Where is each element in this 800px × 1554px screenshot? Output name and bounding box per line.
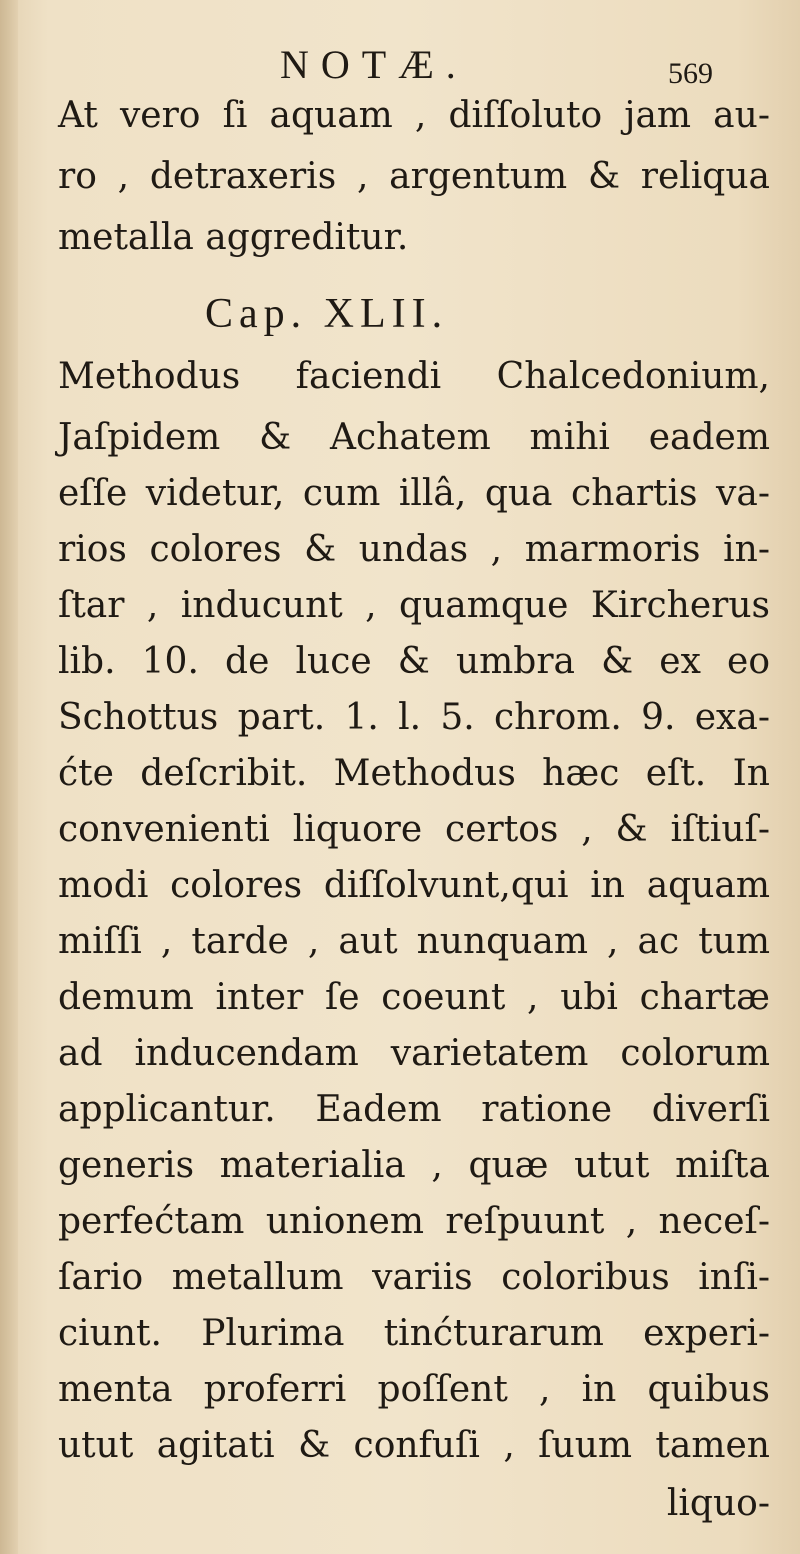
text-line: ad inducendam varietatem colorum <box>58 1033 770 1074</box>
text-line: lib. 10. de luce & umbra & ex eo <box>58 641 770 682</box>
text-line: ſtar , inducunt , quamque Kircherus <box>58 585 770 626</box>
text-line: generis materialia , quæ utut miſta <box>58 1145 770 1186</box>
chapter-heading: Cap. XLII. <box>205 291 449 337</box>
text-line: metalla aggreditur. <box>58 217 409 258</box>
text-line: demum inter ſe coeunt , ubi chartæ <box>58 977 770 1018</box>
text-line: ćte deſcribit. Methodus hæc eſt. In <box>58 753 770 794</box>
text-line: ciunt. Plurima tinćturarum experi- <box>58 1313 770 1354</box>
text-line: perfećtam unionem reſpuunt , neceſ- <box>58 1201 770 1242</box>
page-header <box>0 40 800 90</box>
text-line: Jaſpidem & Achatem mihi eadem <box>58 417 770 458</box>
text-line: At vero ſi aquam , diſſoluto jam au- <box>58 95 770 136</box>
text-line: eſſe videtur, cum illâ, qua chartis va- <box>58 473 770 514</box>
text-line: convenienti liquore certos , & iſtiuſ- <box>58 809 770 850</box>
text-line: ſario metallum variis coloribus inſi- <box>58 1257 770 1298</box>
page-gutter <box>0 0 18 1554</box>
text-line: rios colores & undas , marmoris in- <box>58 529 770 570</box>
text-line: miſſi , tarde , aut nunquam , ac tum <box>58 921 770 962</box>
text-line: Schottus part. 1. l. 5. chrom. 9. exa- <box>58 697 770 738</box>
text-line: modi colores diſſolvunt,qui in aquam <box>58 865 770 906</box>
text-line: applicantur. Eadem ratione diverſi <box>58 1089 770 1130</box>
text-line: ro , detraxeris , argentum & reliqua <box>58 156 770 197</box>
catchword: liquo- <box>666 1483 770 1524</box>
text-line: utut agitati & confuſi , ſuum tamen <box>58 1425 770 1466</box>
text-line: Methodus faciendi Chalcedonium, <box>58 356 770 397</box>
page-number: 569 <box>668 57 713 90</box>
text-line: menta proferri poſſent , in quibus <box>58 1369 770 1410</box>
running-title: NOTÆ. <box>280 42 468 87</box>
